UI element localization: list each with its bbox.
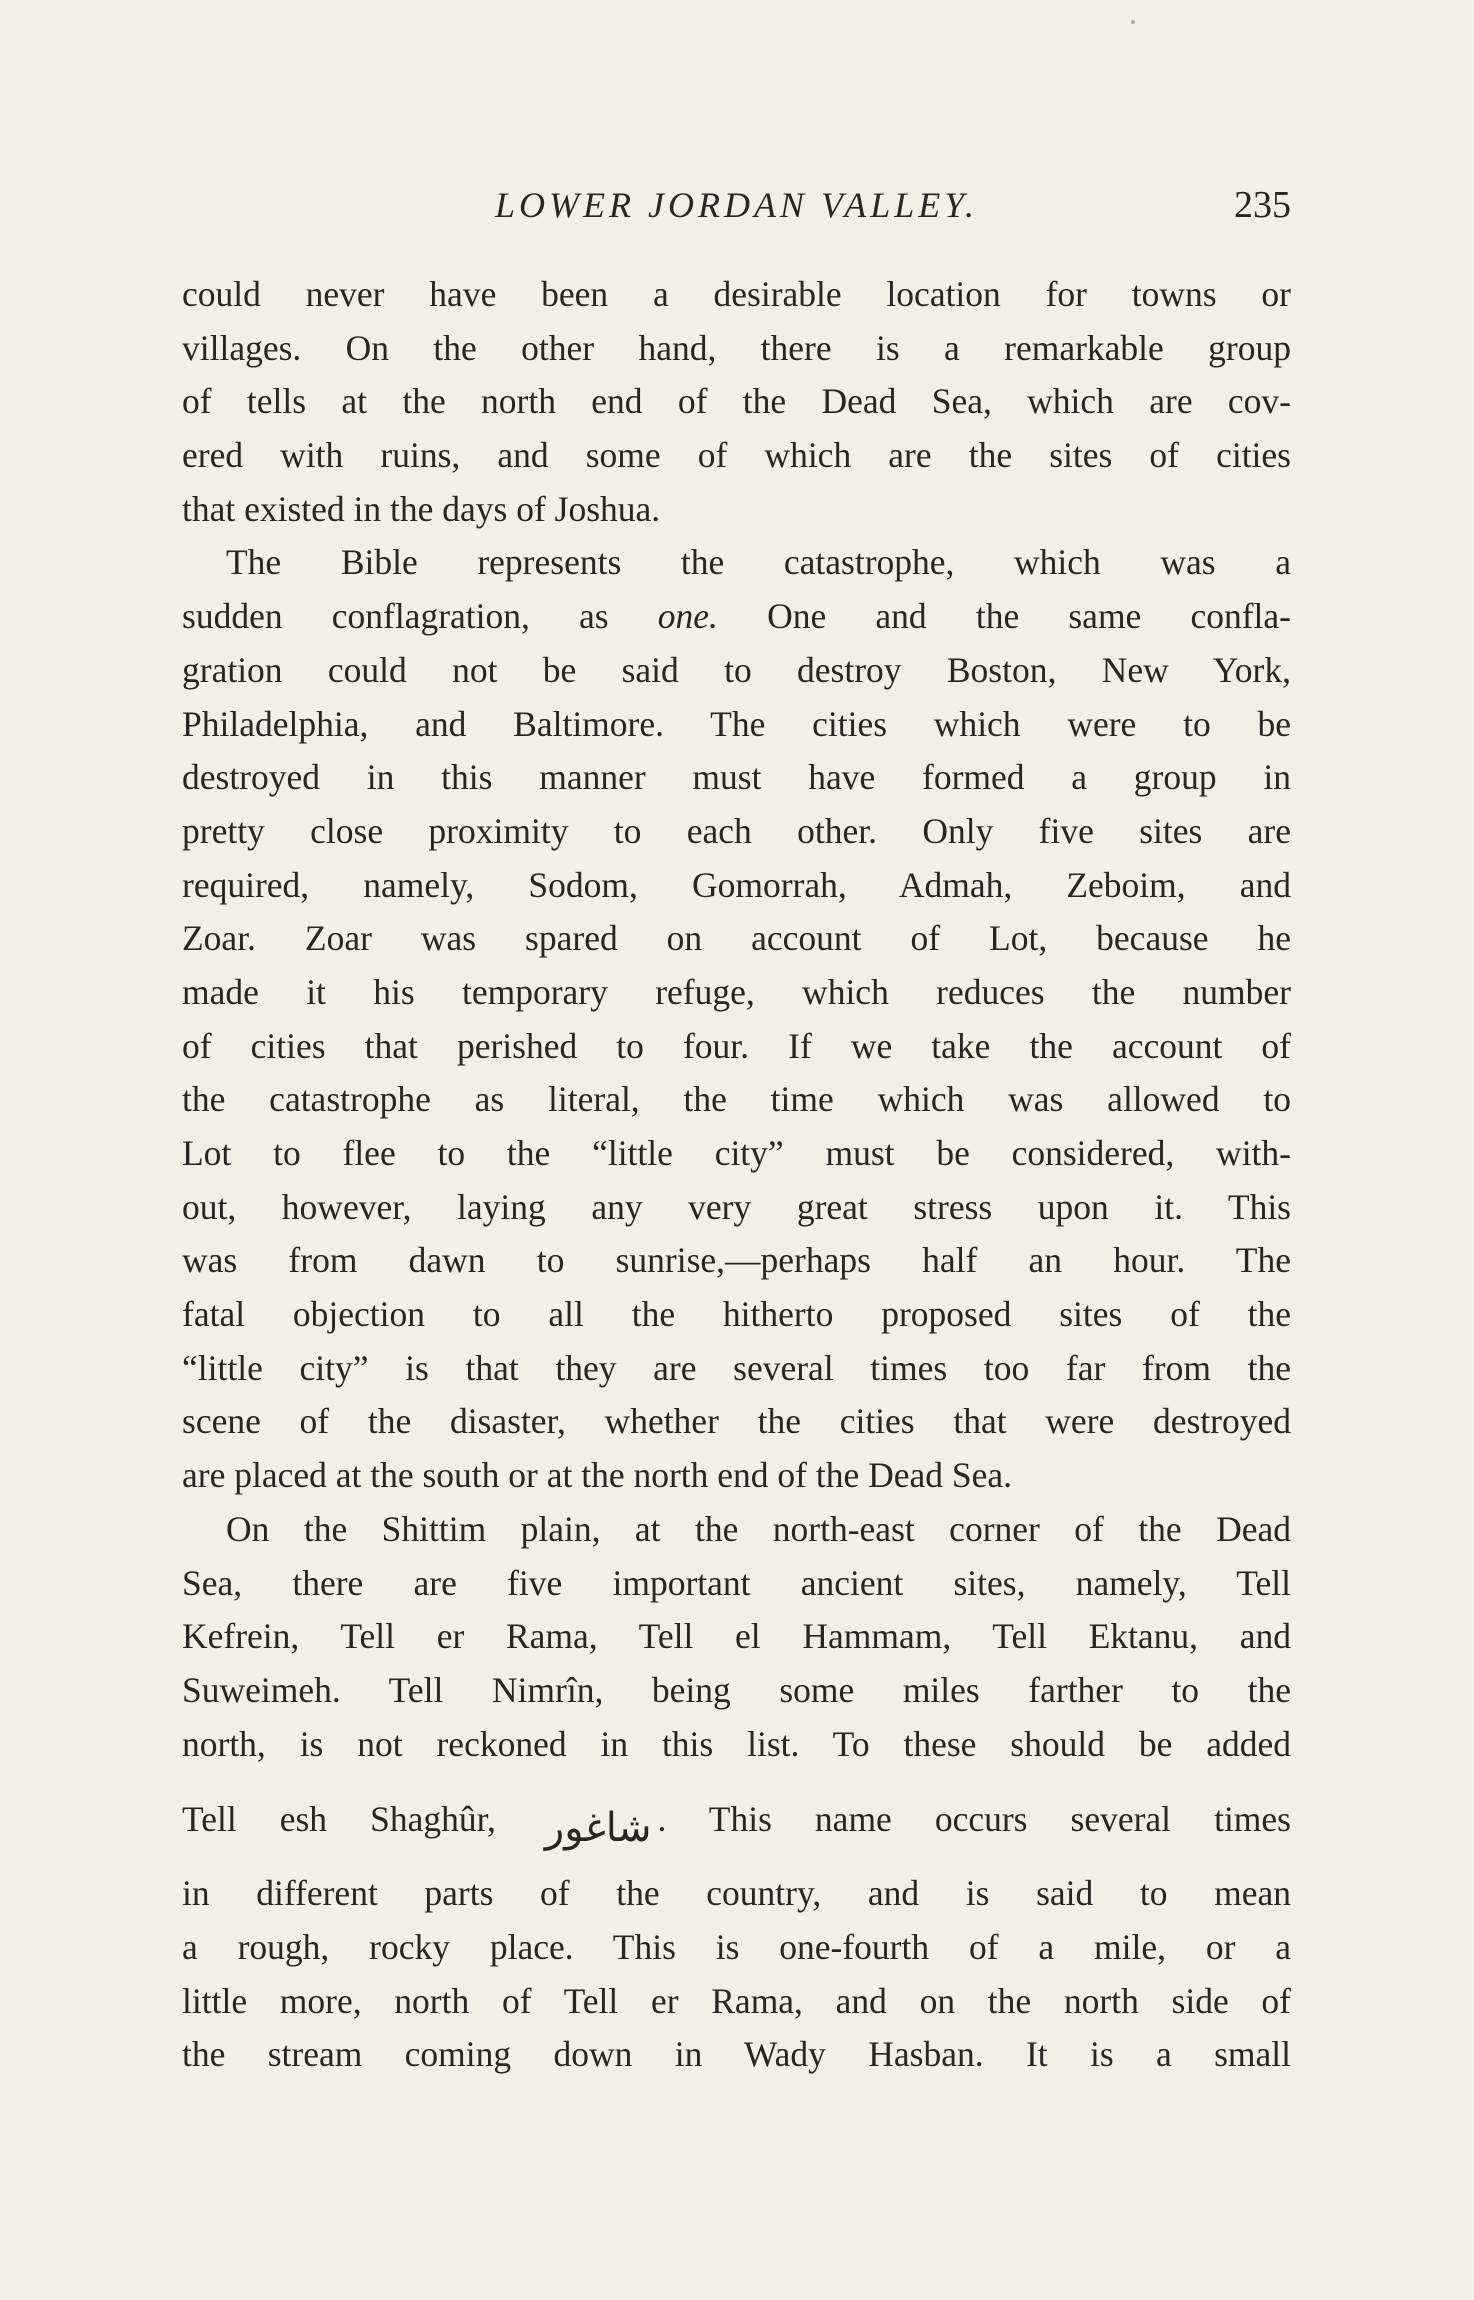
arabic-name: شاغور	[544, 1805, 652, 1852]
text-line: out, however, laying any very great stress upon it. This	[182, 1186, 1291, 1227]
text-line: a rough, rocky place. This is one-fourth of a mile, or a	[182, 1926, 1291, 1967]
italic-word: one.	[657, 596, 718, 637]
text-line: villages. On the other hand, there is a remarkable group	[182, 327, 1291, 368]
text-line: gration could not be said to destroy Boston, New York,	[182, 649, 1291, 690]
text-line: Kefrein, Tell er Rama, Tell el Hammam, Tell Ektanu, and	[182, 1616, 1291, 1657]
text-line: north, is not reckoned in this list. To these should be added	[182, 1723, 1291, 1764]
text-line: The Bible represents the catastrophe, which was a	[226, 542, 1291, 583]
text-line: the stream coming down in Wady Hasban. It is a small	[182, 2034, 1291, 2075]
text-line: fatal objection to all the hitherto proposed sites of the	[182, 1294, 1291, 1335]
text-line	[182, 1777, 1291, 1861]
text-line	[182, 590, 1291, 644]
text-line: Lot to flee to the “little city” must be considered, with-	[182, 1133, 1291, 1173]
text-line: pretty close proximity to each other. Only five sites are	[182, 810, 1291, 851]
text-line: of tells at the north end of the Dead Sea, which are cov-	[182, 381, 1291, 422]
text-line: On the Shittim plain, at the north-east corner of the Dead	[226, 1508, 1291, 1549]
text-line: required, namely, Sodom, Gomorrah, Admah, Zeboim, and	[182, 864, 1291, 905]
text-line: ered with ruins, and some of which are the sites of cities	[182, 435, 1291, 476]
text-line: Philadelphia, and Baltimore. The cities which were to be	[182, 703, 1291, 744]
page-number: 235	[1234, 184, 1291, 226]
text-line: that existed in the days of Joshua.	[182, 488, 661, 529]
text-line: Zoar. Zoar was spared on account of Lot, because he	[182, 918, 1291, 959]
text-line: Suweimeh. Tell Nimrîn, being some miles farther to the	[182, 1669, 1291, 1710]
body-text	[182, 268, 1291, 2082]
text-line: the catastrophe as literal, the time which was allowed to	[182, 1079, 1291, 1120]
text-line: Sea, there are five important ancient sites, namely, Tell	[182, 1562, 1291, 1603]
text-line: “little city” is that they are several times too far from the	[182, 1347, 1291, 1388]
text-segment: Tell esh Shaghûr,	[182, 1799, 496, 1840]
text-line: in different parts of the country, and is said to mean	[182, 1873, 1291, 1914]
text-line: little more, north of Tell er Rama, and on the north side of	[182, 1980, 1291, 2021]
text-line: was from dawn to sunrise,—perhaps half an hour. The	[182, 1240, 1291, 1281]
text-line: are placed at the south or at the north end of the Dead Sea.	[182, 1455, 1012, 1496]
paper-speck	[1131, 20, 1135, 24]
text-segment: . This name occurs several times	[657, 1799, 1291, 1840]
text-line: made it his temporary refuge, which reduces the number	[182, 971, 1291, 1012]
page-header	[182, 178, 1291, 232]
running-title: LOWER JORDAN VALLEY.	[494, 185, 978, 225]
text-segment: One and the same confla-	[767, 596, 1291, 637]
text-line: of cities that perished to four. If we take the account of	[182, 1025, 1291, 1066]
text-line: destroyed in this manner must have formed a group in	[182, 757, 1291, 798]
text-line: could never have been a desirable location for towns or	[182, 274, 1291, 314]
text-segment: sudden conflagration, as	[182, 596, 609, 637]
text-line: scene of the disaster, whether the cities that were destroyed	[182, 1401, 1291, 1442]
